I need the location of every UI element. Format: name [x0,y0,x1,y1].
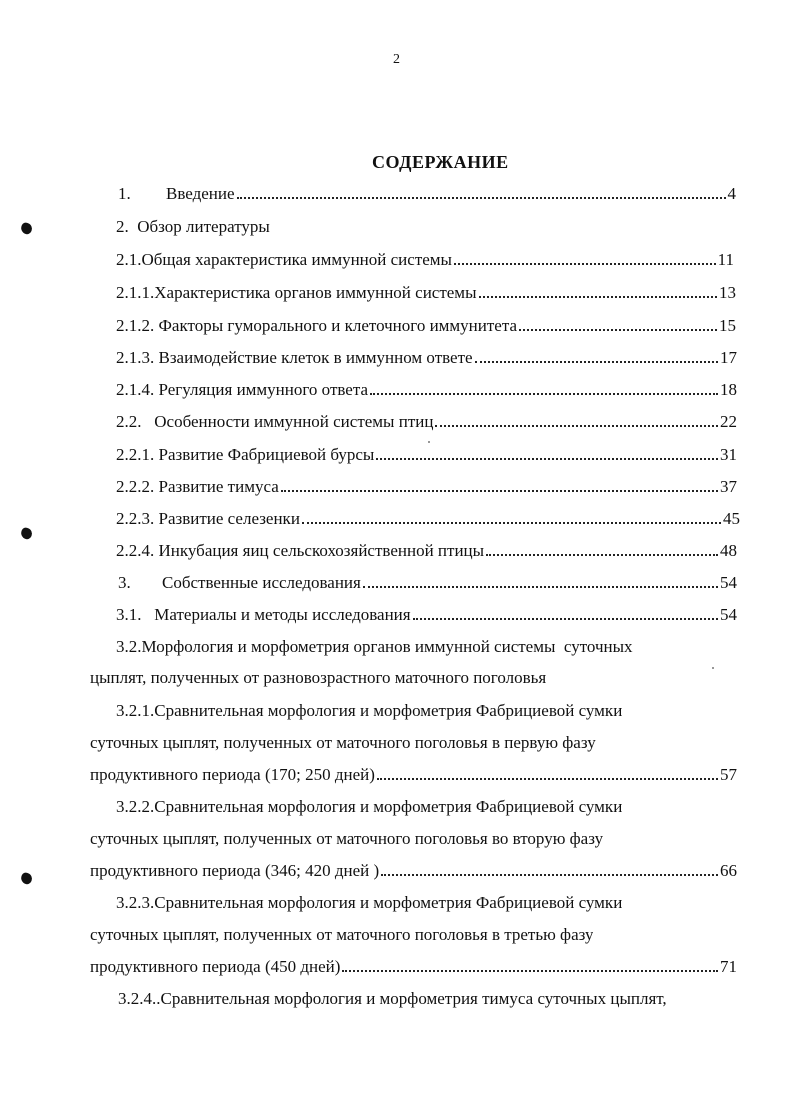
dot-leader [237,196,726,199]
dot-leader [342,969,718,972]
toc-entry-3-2-2-line2: суточных цыплят, полученных от маточного поголовья во вторую фазу [90,829,604,848]
toc-entry-3-2-1-line3 [90,765,737,785]
dot-leader [376,457,718,460]
scan-blot [19,526,33,540]
toc-label: продуктивного периода (450 дней) [90,957,341,976]
scan-speck [428,441,430,443]
toc-entry-3-2-2-line1: 3.2.2.Сравнительная морфология и морфометрия Фабрициевой сумки [116,797,623,816]
dot-leader [281,489,718,492]
toc-entry-3-2-3-line1: 3.2.3.Сравнительная морфология и морфометрия Фабрициевой сумки [116,893,623,912]
page-number: 2 [393,52,400,67]
toc-label: Введение [166,184,235,203]
toc-entry [116,412,737,432]
toc-page: 37 [720,477,737,496]
toc-label: 2.2.4. Инкубация яиц сельскохозяйственной птицы [116,541,485,560]
toc-label: 2.2. Особенности иммунной системы птиц [116,412,434,431]
scan-blot [19,871,33,885]
toc-page: 54 [720,605,737,624]
dot-leader [454,262,716,265]
toc-label: 2.1.Общая характеристика иммунной системы [116,250,452,269]
toc-entry-introduction [118,184,736,204]
toc-label: Обзор литературы [137,217,270,236]
toc-entry-3-2-3-line2: суточных цыплят, полученных от маточного поголовья в третью фазу [90,925,594,944]
dot-leader [519,328,717,331]
toc-entry-literature-review [116,217,270,237]
toc-entry [116,250,734,270]
toc-page: 57 [720,765,737,784]
toc-entry-3-2-3-line3 [90,957,737,977]
toc-entry [116,316,736,336]
toc-page: 13 [719,283,736,302]
toc-page: 31 [720,445,737,464]
toc-entry [116,445,737,465]
toc-number: 1. [118,184,131,203]
page-title: СОДЕРЖАНИЕ [372,152,509,172]
toc-entry [116,605,737,625]
toc-page: 22 [720,412,737,431]
toc-entry [116,283,736,303]
toc-page: 54 [720,573,737,592]
toc-page: 15 [719,316,736,335]
toc-number: 2. [116,217,129,236]
toc-label: 2.1.4. Регуляция иммунного ответа [116,380,369,399]
dot-leader [475,360,718,363]
toc-page: 48 [720,541,737,560]
toc-page: 71 [720,957,737,976]
toc-entry-3-2-line1: 3.2.Морфология и морфометрия органов иммунной системы суточных [116,637,633,656]
scan-speck [712,667,714,669]
dot-leader [363,585,718,588]
toc-label: 2.1.3. Взаимодействие клеток в иммунном ответе [116,348,473,367]
toc-page: 17 [720,348,737,367]
toc-page: 11 [717,250,734,269]
toc-entry-3-2-1-line2: суточных цыплят, полученных от маточного поголовья в первую фазу [90,733,596,752]
toc-label: 2.2.3. Развитие селезенки [116,509,300,528]
dot-leader [381,873,718,876]
dot-leader [413,617,718,620]
toc-label: 3.1. Материалы и методы исследования [116,605,411,624]
toc-entry-3-2-2-line3 [90,861,737,881]
toc-number: 3. [118,573,131,592]
dot-leader [302,521,721,524]
toc-label: 2.1.1.Характеристика органов иммунной системы [116,283,477,302]
toc-entry [116,348,737,368]
toc-label: 2.2.1. Развитие Фабрициевой бурсы [116,445,375,464]
toc-label: 2.1.2. Факторы гуморального и клеточного иммунитета [116,316,518,335]
toc-entry [116,541,737,561]
toc-entry-3-2-4-line1: 3.2.4..Сравнительная морфология и морфометрия тимуса суточных цыплят, [118,989,667,1008]
toc-entry-3-2-line2: цыплят, полученных от разновозрастного маточного поголовья [90,668,547,687]
toc-entry-own-research [118,573,737,593]
dot-leader [377,777,718,780]
toc-entry [116,477,737,497]
toc-page: 4 [727,184,736,203]
toc-label: 2.2.2. Развитие тимуса [116,477,279,496]
dot-leader [370,392,718,395]
toc-page: 45 [723,509,740,528]
toc-entry [116,509,740,529]
dot-leader [435,424,718,427]
toc-page: 18 [720,380,737,399]
dot-leader [479,295,718,298]
scan-blot [19,221,33,235]
toc-entry-3-2-1-line1: 3.2.1.Сравнительная морфология и морфометрия Фабрициевой сумки [116,701,623,720]
toc-entry [116,380,737,400]
toc-page: 66 [720,861,737,880]
dot-leader [486,553,718,556]
toc-label: Собственные исследования [162,573,361,592]
toc-label: продуктивного периода (346; 420 дней ) [90,861,380,880]
toc-label: продуктивного периода (170; 250 дней) [90,765,375,784]
